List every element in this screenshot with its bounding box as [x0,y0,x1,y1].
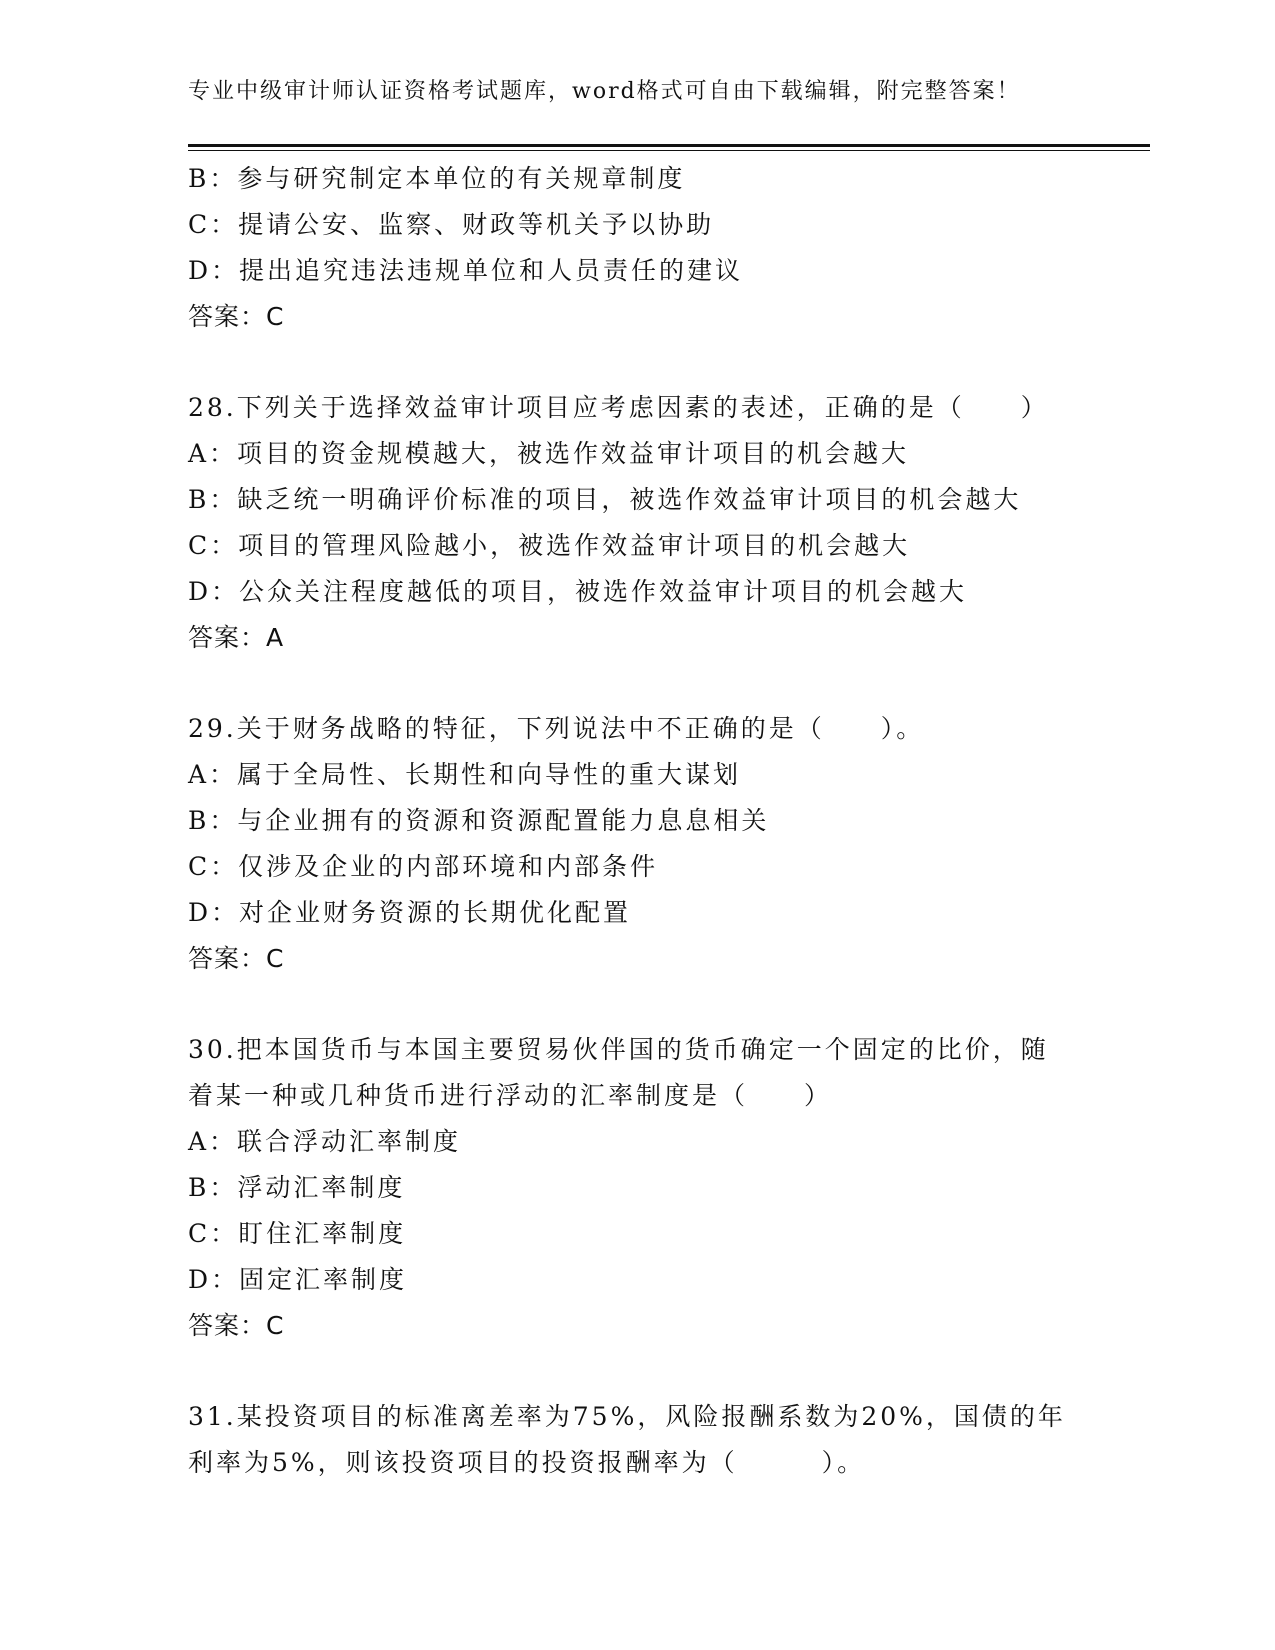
option-c: C：提请公安、监察、财政等机关予以协助 [188,210,715,239]
option-a: A：联合浮动汇率制度 [188,1127,462,1156]
question-29 [188,706,1128,982]
option-d: D：公众关注程度越低的项目，被选作效益审计项目的机会越大 [188,577,968,606]
question-stem-line-1: 31.某投资项目的标准离差率为75%，风险报酬系数为20%，国债的年 [188,1402,1066,1431]
option-c: C：盯住汇率制度 [188,1219,407,1248]
question-spacer [188,661,1128,706]
question-stem-line-1: 30.把本国货币与本国主要贸易伙伴国的货币确定一个固定的比价，随 [188,1035,1049,1064]
question-28 [188,385,1128,661]
option-d: D：固定汇率制度 [188,1265,408,1294]
answer-line: 答案：C [188,944,285,973]
question-stem: 29.关于财务战略的特征，下列说法中不正确的是（ ）。 [188,714,925,743]
option-d: D：提出追究违法违规单位和人员责任的建议 [188,256,744,285]
option-b: B：与企业拥有的资源和资源配置能力息息相关 [188,806,770,835]
answer-line: 答案：A [188,623,285,652]
question-30 [188,1027,1128,1349]
option-a: A：属于全局性、长期性和向导性的重大谋划 [188,760,742,789]
question-27 [188,156,1128,340]
option-b: B：参与研究制定本单位的有关规章制度 [188,164,686,193]
question-stem-line-2: 利率为5%，则该投资项目的投资报酬率为（ ）。 [188,1448,866,1477]
page-header-title: 专业中级审计师认证资格考试题库，word格式可自由下载编辑，附完整答案！ [188,79,1021,104]
option-d: D：对企业财务资源的长期优化配置 [188,898,632,927]
question-list [188,156,1128,1486]
question-spacer [188,982,1128,1027]
option-c: C：项目的管理风险越小，被选作效益审计项目的机会越大 [188,531,911,560]
option-c: C：仅涉及企业的内部环境和内部条件 [188,852,659,881]
option-a: A：项目的资金规模越大，被选作效益审计项目的机会越大 [188,439,910,468]
question-31 [188,1394,1128,1486]
question-spacer [188,1349,1128,1394]
option-b: B：缺乏统一明确评价标准的项目，被选作效益审计项目的机会越大 [188,485,1022,514]
question-stem-line-2: 着某一种或几种货币进行浮动的汇率制度是（ ） [188,1081,833,1110]
answer-line: 答案：C [188,302,285,331]
question-spacer [188,340,1128,385]
question-stem: 28.下列关于选择效益审计项目应考虑因素的表述，正确的是（ ） [188,393,1049,422]
answer-line: 答案：C [188,1311,285,1340]
option-b: B：浮动汇率制度 [188,1173,406,1202]
header-divider [188,144,1150,151]
